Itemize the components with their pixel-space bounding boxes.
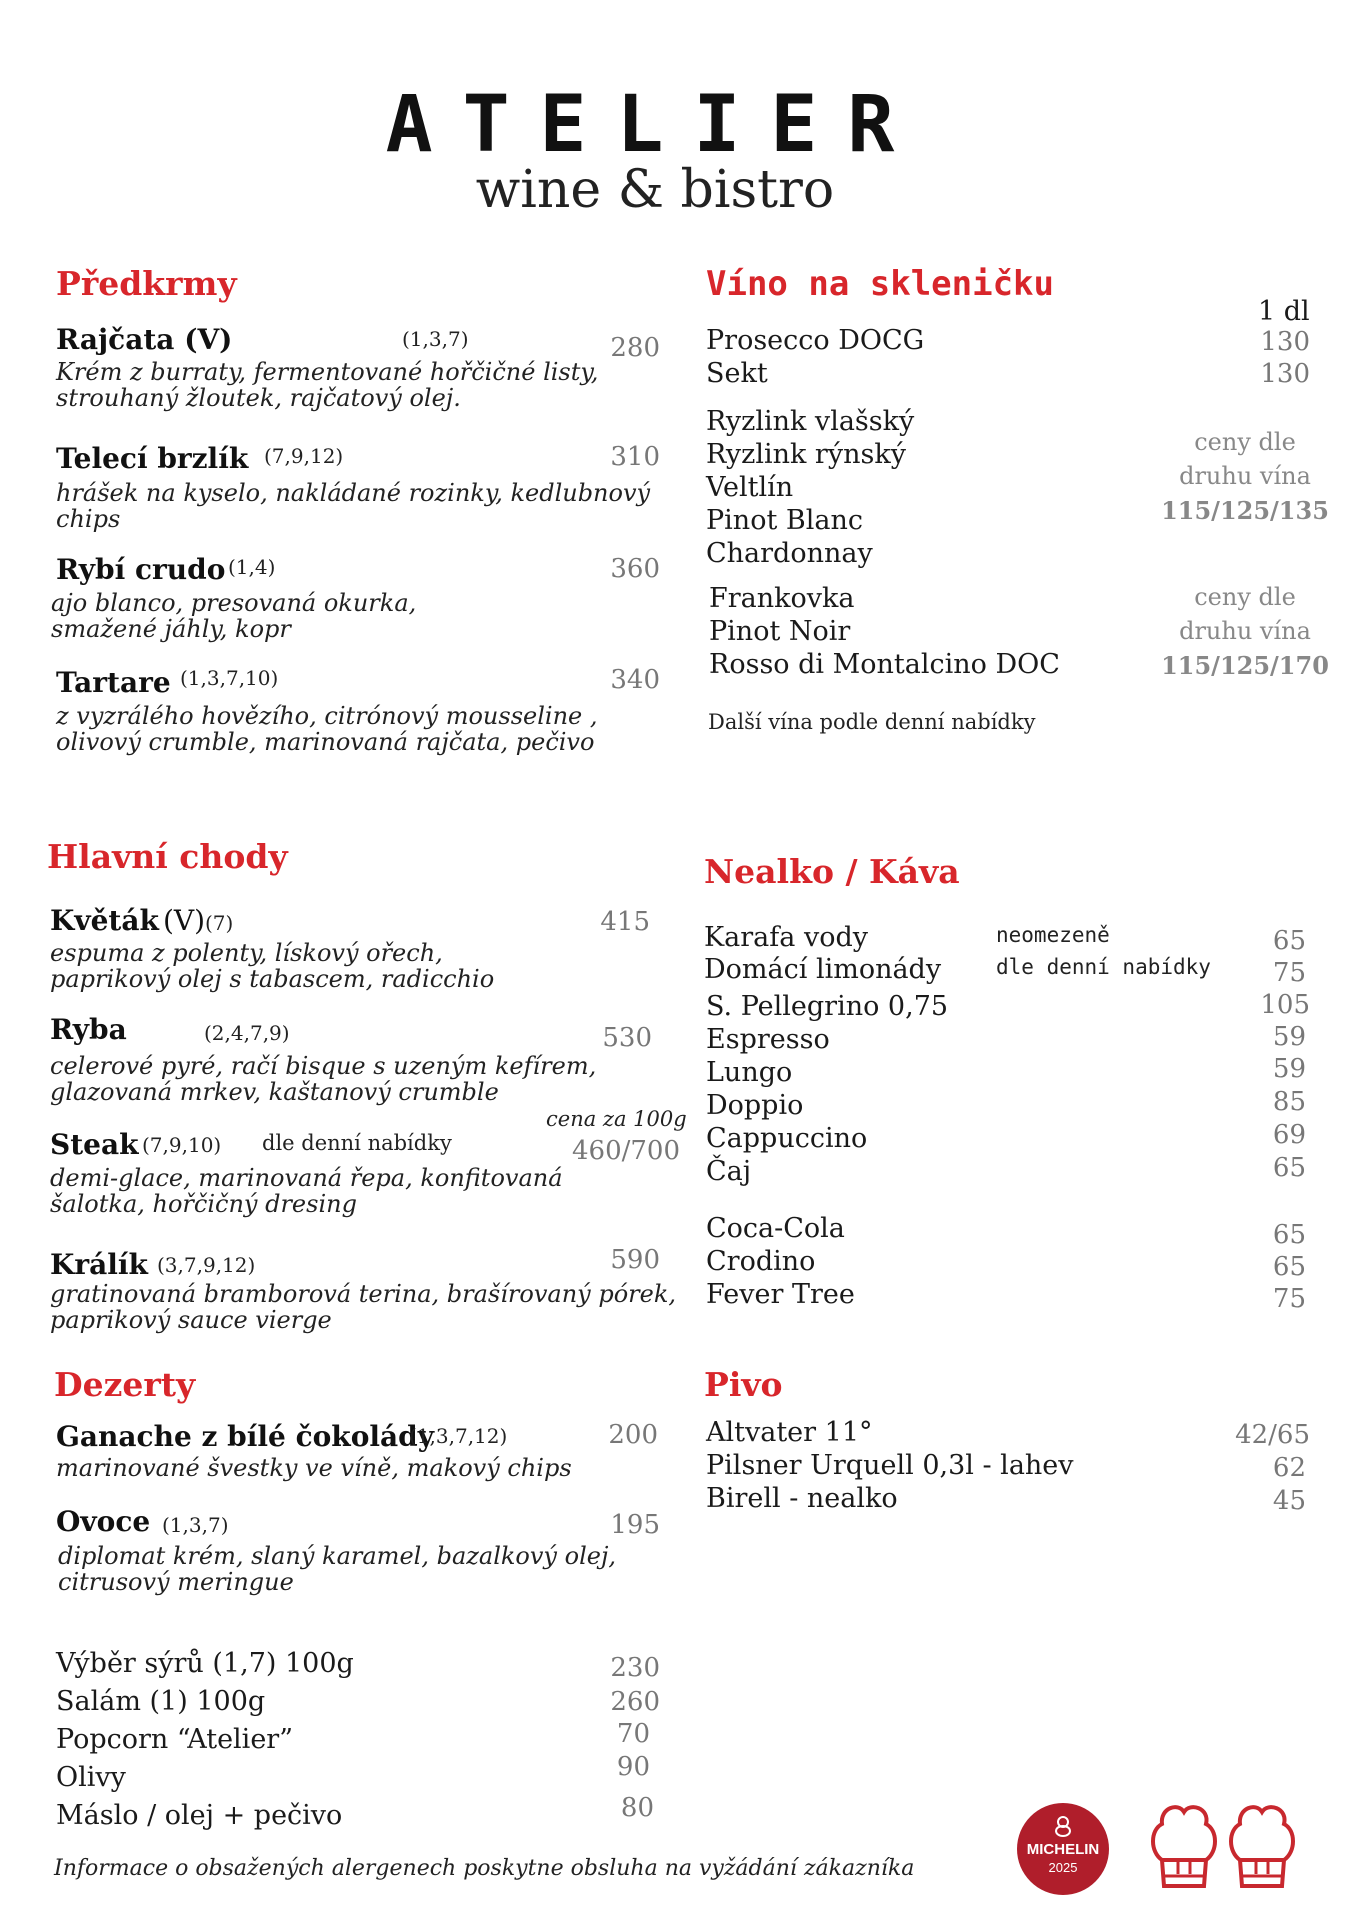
dish-allergens: (1,3,7) [402, 327, 469, 351]
wine-price-note: druhu vína [1179, 617, 1311, 645]
dish-allergens: (2,4,7,9) [204, 1021, 290, 1045]
beer-item: Birell - nealko [706, 1483, 898, 1514]
drink-price: 65 [1272, 1153, 1306, 1183]
dish-allergens: (7,9,12) [264, 444, 344, 468]
dish-allergens: (7) [205, 911, 234, 935]
wine-item: Frankovka [709, 583, 855, 614]
extra-item: Výběr sýrů (1,7) 100g [56, 1648, 354, 1679]
dish-allergens: (1,3,7,12) [409, 1424, 508, 1448]
drinks-heading: Nealko / Káva [704, 852, 960, 891]
dish-name: Králík [50, 1248, 148, 1281]
drink-price: 59 [1272, 1054, 1306, 1084]
drink-item: Domácí limonády [704, 954, 942, 985]
wine-price-note: ceny dle [1194, 428, 1296, 456]
wine-price-note: druhu vína [1179, 462, 1311, 490]
extra-item: Olivy [56, 1762, 126, 1793]
wine-item: Pinot Noir [709, 616, 851, 647]
drink-note: dle denní nabídky [996, 955, 1211, 979]
drink-item: S. Pellegrino 0,75 [706, 991, 949, 1022]
drink-note: neomezeně [996, 923, 1110, 947]
extra-price: 230 [610, 1653, 660, 1683]
extra-item: Salám (1) 100g [56, 1686, 266, 1717]
extra-price: 90 [616, 1752, 650, 1782]
wine-price-note: ceny dle [1194, 583, 1296, 611]
dish-name: Telecí brzlík [56, 442, 249, 475]
dish-name: Ovoce [56, 1505, 151, 1538]
extra-item: Máslo / olej + pečivo [56, 1800, 343, 1831]
wine-item: Prosecco DOCG [706, 325, 925, 356]
drink-price: 75 [1272, 958, 1306, 988]
dish-note: dle denní nabídky [262, 1131, 452, 1155]
wine-heading: Víno na skleničku [706, 264, 1054, 304]
wine-unit-label: 1 dl [1258, 296, 1310, 327]
dish-description: gratinovaná bramborová terina, brašírovaný pórek, paprikový sauce vierge [50, 1280, 677, 1334]
dish-allergens: (1,4) [228, 555, 276, 579]
dish-description: hrášek na kyselo, nakládané rozinky, kedlubnový chips [56, 479, 651, 533]
michelin-badge [1017, 1803, 1109, 1895]
dish-price: 195 [610, 1510, 660, 1540]
dish-allergens: (7,9,10) [142, 1133, 222, 1157]
beer-item: Altvater 11° [706, 1417, 873, 1448]
wine-item: Ryzlink vlašský [706, 406, 915, 437]
chef-hat-icon [1226, 1800, 1298, 1892]
dish-price: 200 [608, 1420, 658, 1450]
dish-price: 590 [610, 1245, 660, 1275]
dish-description: marinované švestky ve víně, makový chips [56, 1454, 572, 1482]
michelin-bib-icon [1053, 1815, 1073, 1837]
dish-price: 340 [610, 665, 660, 695]
dish-name: Steak [50, 1128, 139, 1161]
dish-description: diplomat krém, slaný karamel, bazalkový olej, citrusový meringue [58, 1542, 617, 1596]
chef-hat-icon [1148, 1800, 1220, 1892]
beer-price: 62 [1272, 1453, 1306, 1483]
extra-item: Popcorn “Atelier” [56, 1724, 294, 1755]
allergen-info-footer: Informace o obsažených alergenech poskytne obsluha na vyžádání zákazníka [54, 1856, 915, 1881]
beer-heading: Pivo [704, 1365, 783, 1404]
wine-item: Chardonnay [706, 538, 873, 569]
dish-name: Rajčata (V) [56, 323, 233, 356]
dish-price: 310 [610, 442, 660, 472]
dish-description: z vyzrálého hovězího, citrónový mousseline , olivový crumble, marinovaná rajčata, pečivo [56, 702, 598, 756]
dish-price: 415 [600, 907, 650, 937]
dish-description: espuma z polenty, lískový ořech, paprikový olej s tabascem, radicchio [50, 939, 495, 993]
wine-item: Ryzlink rýnský [706, 439, 906, 470]
dish-allergens: (1,3,7) [162, 1513, 229, 1537]
wine-item: Rosso di Montalcino DOC [709, 649, 1060, 680]
drink-item: Karafa vody [704, 922, 868, 953]
dish-description: ajo blanco, presovaná okurka, smažené jáhly, kopr [51, 589, 417, 643]
dish-price: 460/700 [571, 1136, 680, 1166]
drink-item: Čaj [706, 1156, 752, 1187]
dish-name: Rybí crudo [56, 553, 226, 586]
dish-name: Květák [50, 904, 159, 937]
logo-tagline: wine & bistro [475, 160, 835, 220]
drink-item: Coca-Cola [706, 1213, 845, 1244]
drink-price: 69 [1272, 1120, 1306, 1150]
drink-price: 65 [1272, 1220, 1306, 1250]
wine-price-range: 115/125/170 [1161, 651, 1329, 680]
dish-price: 360 [610, 554, 660, 584]
beer-price: 42/65 [1235, 1420, 1310, 1450]
beer-price: 45 [1272, 1486, 1306, 1516]
dish-price: 530 [602, 1023, 652, 1053]
drink-item: Espresso [706, 1024, 830, 1055]
drink-price: 65 [1272, 1252, 1306, 1282]
drink-item: Lungo [706, 1057, 793, 1088]
drink-price: 85 [1272, 1087, 1306, 1117]
wine-price-range: 115/125/135 [1161, 496, 1329, 525]
drink-item: Crodino [706, 1246, 816, 1277]
beer-item: Pilsner Urquell 0,3l - lahev [706, 1450, 1074, 1481]
mains-heading: Hlavní chody [47, 837, 288, 876]
extra-price: 260 [610, 1687, 660, 1717]
dish-price: 280 [610, 333, 660, 363]
dish-description: Krém z burraty, fermentované hořčičné listy, strouhaný žloutek, rajčatový olej. [56, 358, 599, 412]
dish-description: celerové pyré, račí bisque s uzeným kefírem, glazovaná mrkev, kaštanový crumble [50, 1052, 597, 1106]
wine-note: Další vína podle denní nabídky [708, 710, 1036, 734]
michelin-year: 2025 [1048, 1860, 1078, 1875]
dish-name: Ganache z bílé čokolády [56, 1420, 435, 1453]
dish-vegetarian-tag: (V) [163, 904, 206, 937]
wine-item: Pinot Blanc [706, 505, 863, 536]
logo-title: ATELIER [385, 80, 925, 170]
wine-item: Veltlín [706, 472, 794, 503]
dish-description: demi-glace, marinovaná řepa, konfitovaná šalotka, hořčičný dresing [50, 1164, 563, 1218]
drink-price: 105 [1260, 990, 1310, 1020]
wine-price: 130 [1260, 359, 1310, 389]
dish-name: Tartare [56, 666, 171, 699]
wine-price: 130 [1260, 327, 1310, 357]
michelin-label: MICHELIN [1026, 1841, 1100, 1858]
extra-price: 80 [620, 1793, 654, 1823]
drink-item: Doppio [706, 1090, 804, 1121]
drink-item: Cappuccino [706, 1123, 868, 1154]
drink-item: Fever Tree [706, 1279, 855, 1310]
drink-price: 59 [1272, 1022, 1306, 1052]
extra-price: 70 [616, 1719, 650, 1749]
drink-price: 65 [1272, 926, 1306, 956]
dish-name: Ryba [50, 1013, 127, 1046]
dish-allergens: (1,3,7,10) [180, 666, 279, 690]
desserts-heading: Dezerty [54, 1365, 196, 1404]
starters-heading: Předkrmy [56, 264, 237, 303]
price-note: cena za 100g [546, 1107, 687, 1131]
wine-item: Sekt [706, 358, 768, 389]
drink-price: 75 [1272, 1284, 1306, 1314]
dish-allergens: (3,7,9,12) [157, 1253, 256, 1277]
